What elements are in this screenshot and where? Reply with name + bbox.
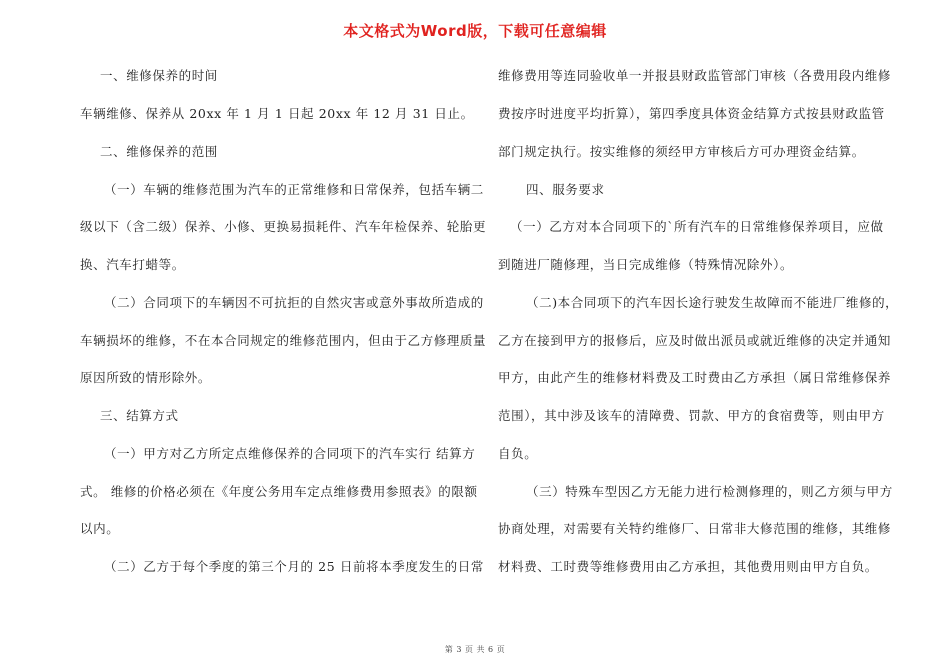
paragraph-line: （一）车辆的维修范围为汽车的正常维修和日常保养，包括车辆二: [104, 182, 484, 197]
paragraph-line: 到随进厂随修理，当日完成维修（特殊情况除外）。: [498, 257, 794, 272]
paragraph-line: 维修费用等连同验收单一并报县财政监管部门审核（各费用段内维修: [498, 68, 892, 83]
paragraph-line: 部门规定执行。按实维修的须经甲方审核后方可办理资金结算。: [498, 144, 865, 159]
paragraph-line: 以内。: [80, 521, 120, 536]
paragraph-line: （二）乙方于每个季度的第三个月的 25 日前将本季度发生的日常: [104, 559, 484, 574]
paragraph-line: 换、汽车打蜡等。: [80, 257, 185, 272]
paragraph-line: 车辆维修、保养从 20xx 年 1 月 1 日起 20xx 年 12 月 31 日止。: [80, 106, 474, 121]
paragraph-line: （一）乙方对本合同项下的`所有汽车的日常维修保养项目，应做: [510, 219, 884, 234]
heading-maintenance-time: 一、维修保养的时间: [100, 68, 218, 83]
paragraph-line: 乙方在接到甲方的报修后，应及时做出派员或就近维修的决定并通知: [498, 333, 892, 348]
paragraph-line: 甲方，由此产生的维修材料费及工时费由乙方承担（属日常维修保养: [498, 370, 892, 385]
paragraph-line: 车辆损坏的维修，不在本合同规定的维修范围内，但由于乙方修理质量: [80, 333, 487, 348]
heading-settlement-method: 三、结算方式: [100, 408, 179, 423]
paragraph-line: （二)本合同项下的汽车因长途行驶发生故障而不能进厂维修的，: [526, 295, 899, 310]
paragraph-line: 自负。: [498, 446, 538, 461]
paragraph-line: （二）合同项下的车辆因不可抗拒的自然灾害或意外事故所造成的: [104, 295, 484, 310]
document-banner: 本文格式为Word版，下载可任意编辑: [343, 22, 607, 40]
paragraph-line: 材料费、工时费等维修费用由乙方承担，其他费用则由甲方自负。: [498, 559, 878, 574]
heading-maintenance-scope: 二、维修保养的范围: [100, 144, 218, 159]
paragraph-line: 原因所致的情形除外。: [80, 370, 212, 385]
paragraph-line: 式。 维修的价格必须在《年度公务用车定点维修费用参照表》的限额: [80, 484, 478, 499]
page-number: 第 3 页 共 6 页: [444, 645, 506, 654]
paragraph-line: 协商处理，对需要有关特约维修厂、日常非大修范围的维修，其维修: [498, 521, 892, 536]
paragraph-line: （一）甲方对乙方所定点维修保养的合同项下的汽车实行 结算方: [104, 446, 476, 461]
paragraph-line: （三）特殊车型因乙方无能力进行检测修理的，则乙方须与甲方: [526, 484, 893, 499]
paragraph-line: 范围），其中涉及该车的清障费、罚款、甲方的食宿费等，则由甲方: [498, 408, 885, 423]
paragraph-line: 级以下（含二级）保养、小修、更换易损耗件、汽车年检保养、轮胎更: [80, 219, 487, 234]
heading-service-requirements: 四、服务要求: [526, 182, 605, 197]
paragraph-line: 费按序时进度平均折算），第四季度具体资金结算方式按县财政监管: [498, 106, 885, 121]
